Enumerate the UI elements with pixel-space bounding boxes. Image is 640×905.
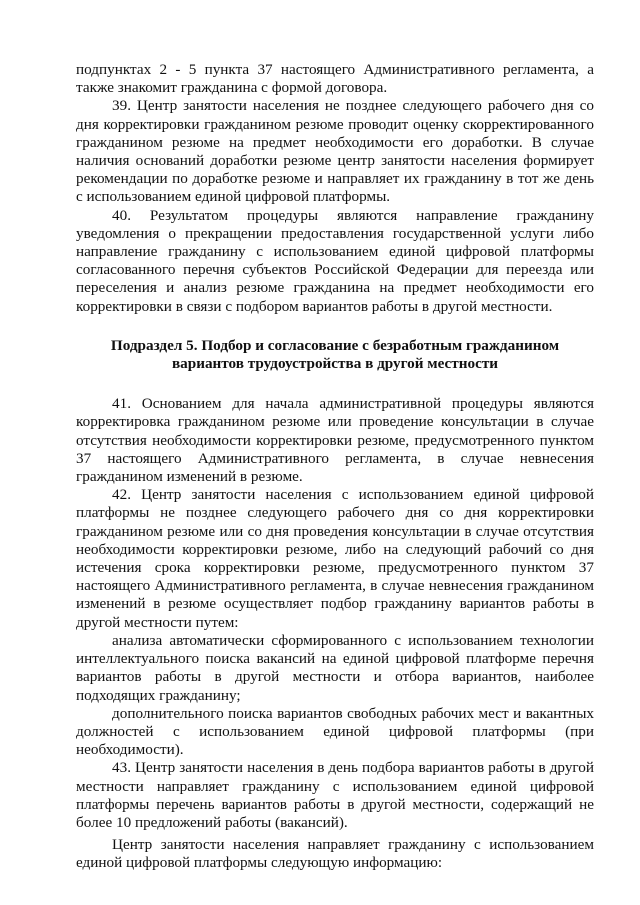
paragraph-41: 41. Основанием для начала административной процедуры являются корректировка гражданином резюме или проведение консультации в случае отсутствия необходимости корректировки резюме, предусмотренного пунктом 37 настоящего Административного регламента, в случае невнесения гражданином изменений в резюме.	[76, 395, 594, 486]
paragraph-43: 43. Центр занятости населения в день подбора вариантов работы в другой местности направляет гражданину с использованием единой цифровой платформы перечень вариантов работы в другой местности, содержащий не более 10 предложений работы (вакансий).	[76, 759, 594, 831]
list-item-analysis: анализа автоматически сформированного с использованием технологии интеллектуального поиска вакансий на единой цифровой платформе перечня вариантов работы в другой местности и отбора вариантов, наиболее подходящих гражданину;	[76, 631, 594, 704]
section-heading-line-2: вариантов трудоустройства в другой местности	[171, 355, 499, 373]
paragraph-continuation: подпунктах 2 - 5 пункта 37 настоящего Административного регламента, а также знакомит гражданина с формой договора.	[76, 61, 594, 97]
section-heading	[76, 337, 594, 373]
section-heading-line-1: Подраздел 5. Подбор и согласование с безработным гражданином	[110, 336, 560, 354]
paragraph-40: 40. Результатом процедуры являются направление гражданину уведомления о прекращении предоставления государственной услуги либо направление гражданину с использованием единой цифровой платформы согласованного перечня субъектов Российской Федерации для переезда или переселения и анализ резюме гражданина на предмет необходимости его корректировки в связи с подбором вариантов работы в другой местности.	[76, 206, 594, 315]
paragraph-info: Центр занятости населения направляет гражданину с использованием единой цифровой платформы следующую информацию:	[76, 836, 594, 872]
paragraph-42: 42. Центр занятости населения с использованием единой цифровой платформы не позднее следующего рабочего дня со дня корректировки гражданином резюме или со дня проведения консультации в случае отсутствия необходимости корректировки резюме, либо на следующий рабочий со дня истечения срока корректировки резюме, предусмотренного пунктом 37 настоящего Административного регламента, в случае невнесения гражданином изменений в резюме осуществляет подбор гражданину вариантов работы в другой местности путем:	[76, 486, 594, 631]
list-item-additional-search: дополнительного поиска вариантов свободных рабочих мест и вакантных должностей с использованием единой цифровой платформы (при необходимости).	[76, 704, 594, 759]
paragraph-39: 39. Центр занятости населения не позднее следующего рабочего дня со дня корректировки гражданином резюме проводит оценку скорректированного гражданином резюме на предмет необходимости его доработки. В случае наличия оснований доработки резюме центр занятости населения формирует рекомендации по доработке резюме и направляет их гражданину в тот же день с использованием единой цифровой платформы.	[76, 97, 594, 206]
document-page	[76, 61, 594, 873]
